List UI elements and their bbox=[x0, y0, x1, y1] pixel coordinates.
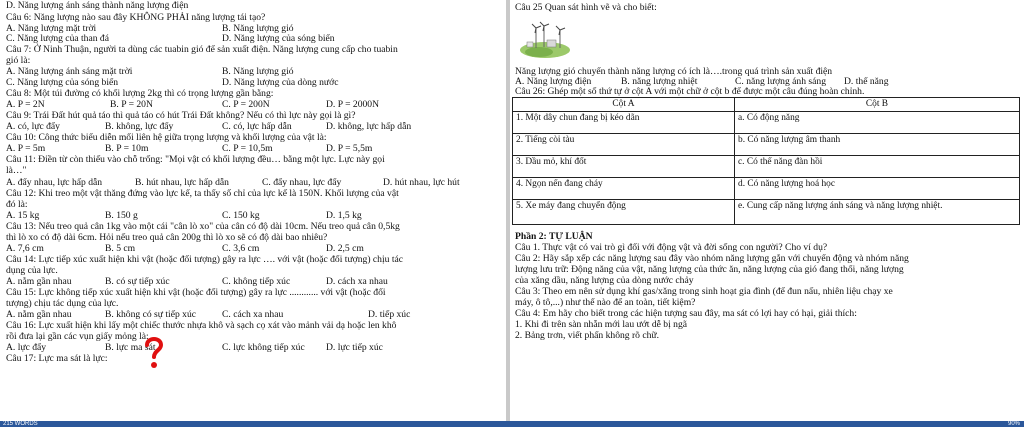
column-a-cell: 3. Dầu mỏ, khí đốt bbox=[513, 155, 735, 177]
list-item: 2. Bảng trơn, viết phấn không rõ chữ. bbox=[515, 330, 660, 341]
option-c: C. lực không tiếp xúc bbox=[222, 342, 305, 353]
option-c: C. Năng lượng của sóng biển bbox=[6, 77, 119, 88]
text-line: D. Năng lượng ánh sáng thành năng lượng điện bbox=[6, 0, 189, 11]
option-a: A. nằm gần nhau bbox=[6, 276, 72, 287]
option-b: B. không có sự tiếp xúc bbox=[105, 309, 197, 320]
essay-question-3: Câu 3: Theo em nên sử dụng khí gas/xăng trong sinh hoạt gia đình (để đun nấu, nhiên liệu chạy xe bbox=[515, 286, 893, 297]
column-a-cell: 2. Tiếng còi tàu bbox=[513, 133, 735, 155]
wind-turbine-landscape-icon bbox=[519, 20, 571, 60]
question-13: Câu 13: Nếu treo quả cân 1kg vào một cái "cân lò xo" của cân có độ dài 10cm. Nếu treo quả cân 0,5kg bbox=[6, 221, 400, 232]
option-c: C. 3,6 cm bbox=[222, 243, 260, 254]
matching-table bbox=[512, 97, 1020, 225]
option-d: D. lực tiếp xúc bbox=[326, 342, 383, 353]
question-9: Câu 9: Trái Đất hút quả táo thì quả táo có hút Trái Đất không? Nếu có thì lực này gọi là gì? bbox=[6, 110, 356, 121]
column-b-cell: b. Có năng lượng âm thanh bbox=[735, 133, 1020, 155]
text-line: là…" bbox=[6, 165, 27, 176]
list-item: 1. Khi đi trên sàn nhẵn mới lau ướt dễ bị ngã bbox=[515, 319, 688, 330]
option-c: C. không tiếp xúc bbox=[222, 276, 291, 287]
option-d: D. cách xa nhau bbox=[326, 276, 388, 287]
option-b: B. P = 10m bbox=[105, 143, 149, 154]
column-a-cell: 1. Một dây chun đang bị kéo dãn bbox=[513, 111, 735, 133]
option-b: B. lực ma sát bbox=[105, 342, 156, 353]
option-a: A. P = 5m bbox=[6, 143, 46, 154]
essay-question-2: Câu 2: Hãy sắp xếp các năng lượng sau đây vào nhóm năng lượng gắn với chuyển động và nhóm năng bbox=[515, 253, 909, 264]
option-b: B. P = 20N bbox=[110, 99, 153, 110]
option-a: A. Năng lượng ánh sáng mặt trời bbox=[6, 66, 133, 77]
question-6: Câu 6: Năng lượng nào sau đây KHÔNG PHẢI năng lượng tái tạo? bbox=[6, 12, 266, 23]
table-row bbox=[513, 177, 1020, 199]
text-line: thì lò xo có độ dài 6cm. Hỏi nếu treo quả cân 200g thì lò xo sẽ có độ dài bao nhiêu? bbox=[6, 232, 328, 243]
option-c: C. 150 kg bbox=[222, 210, 260, 221]
option-b: B. 150 g bbox=[105, 210, 138, 221]
question-26: Câu 26: Ghép một số thứ tự ở cột A với một chữ ở cột b để được một câu đúng hoàn chỉnh. bbox=[515, 86, 865, 97]
column-b-cell: d. Có năng lượng hoá học bbox=[735, 177, 1020, 199]
option-a: A. 7,6 cm bbox=[6, 243, 44, 254]
text-line: rồi đưa lại gần các vụn giấy mỏng là: bbox=[6, 331, 149, 342]
option-b: B. 5 cm bbox=[105, 243, 136, 254]
option-d: D. P = 5,5m bbox=[326, 143, 373, 154]
zoom-level[interactable]: 90% bbox=[1007, 421, 1020, 427]
option-a: A. lực đẩy bbox=[6, 342, 47, 353]
option-c: C. năng lượng ánh sáng bbox=[735, 76, 827, 87]
essay-question-4: Câu 4: Em hãy cho biết trong các hiện tượng sau đây, ma sát có lợi hay có hại, giải thích: bbox=[515, 308, 857, 319]
option-d: D. hút nhau, lực hút bbox=[383, 177, 460, 188]
question-8: Câu 8: Một túi đường có khối lượng 2kg thì có trọng lượng gần bằng: bbox=[6, 88, 274, 99]
option-b: B. năng lượng nhiệt bbox=[621, 76, 698, 87]
text-line: của xăng dầu, năng lượng của dòng nước chảy bbox=[515, 275, 694, 286]
column-a-cell: 4. Ngọn nến đang cháy bbox=[513, 177, 735, 199]
table-row bbox=[513, 199, 1020, 224]
question-17: Câu 17: Lực ma sát là lực: bbox=[6, 353, 108, 364]
column-b-cell: e. Cung cấp năng lượng ánh sáng và năng lượng nhiệt. bbox=[735, 199, 1020, 224]
text-line: tượng) chịu tác dụng của lực. bbox=[6, 298, 119, 309]
table-row bbox=[513, 133, 1020, 155]
option-d: D. P = 2000N bbox=[326, 99, 380, 110]
option-d: D. tiếp xúc bbox=[368, 309, 411, 320]
column-b-header: Cột B bbox=[735, 98, 1020, 112]
text-line: máy, ô tô,...) như thế nào để an toàn, tiết kiệm? bbox=[515, 297, 696, 308]
table-row bbox=[513, 155, 1020, 177]
option-c: C. có, lực hấp dẫn bbox=[222, 121, 292, 132]
option-b: B. Năng lượng gió bbox=[222, 66, 294, 77]
option-d: D. 1,5 kg bbox=[326, 210, 362, 221]
option-d: D. không, lực hấp dẫn bbox=[326, 121, 412, 132]
question-12: Câu 12: Khi treo một vật thăng đứng vào lực kế, ta thấy số chỉ của lực kế là 150N. Khối lượng của vật bbox=[6, 188, 399, 199]
option-c: C. đẩy nhau, lực đẩy bbox=[262, 177, 342, 188]
option-d: D. 2,5 cm bbox=[326, 243, 364, 254]
option-a: A. nằm gần nhau bbox=[6, 309, 72, 320]
question-16: Câu 16: Lực xuất hiện khi lấy một chiếc thước nhựa khô và sạch cọ xát vào mảnh vải dạ hoặc len khô bbox=[6, 320, 397, 331]
option-c: C. cách xa nhau bbox=[222, 309, 284, 320]
option-a: A. có, lực đẩy bbox=[6, 121, 60, 132]
text-line: gió là: bbox=[6, 55, 31, 66]
option-d: D. Năng lượng của sóng biển bbox=[222, 33, 335, 44]
text-line: dụng của lực. bbox=[6, 265, 58, 276]
option-a: A. đẩy nhau, lực hấp dẫn bbox=[6, 177, 103, 188]
option-c: C. Năng lượng của than đá bbox=[6, 33, 109, 44]
option-b: B. Năng lượng gió bbox=[222, 23, 294, 34]
table-header-row bbox=[513, 98, 1020, 112]
column-a-header: Cột A bbox=[513, 98, 735, 112]
text-line: lượng lưu trữ: Động năng của vật, năng lượng của thức ăn, năng lượng của gió đang thổi, năng lượng bbox=[515, 264, 904, 275]
question-14: Câu 14: Lực tiếp xúc xuất hiện khi vật (hoặc đối tượng) gây ra lực …. với vật (hoặc đối tượng) chịu tác bbox=[6, 254, 404, 265]
question-10: Câu 10: Công thức biểu diễn mối liên hệ giữa trọng lượng và khối lượng của vật là: bbox=[6, 132, 327, 143]
option-d: D. Năng lượng của dòng nước bbox=[222, 77, 339, 88]
option-b: B. có sự tiếp xúc bbox=[105, 276, 170, 287]
option-c: C. P = 10,5m bbox=[222, 143, 273, 154]
essay-question-1: Câu 1. Thực vật có vai trò gì đối với động vật và đời sống con người? Cho ví dụ? bbox=[515, 242, 828, 253]
table-row bbox=[513, 111, 1020, 133]
question-15: Câu 15: Lực không tiếp xúc xuất hiện khi vật (hoặc đối tượng) gây ra lực ............ với vật (hoặc đối bbox=[6, 287, 386, 298]
section-heading: Phần 2: TỰ LUẬN bbox=[515, 231, 593, 242]
option-a: A. Năng lượng mặt trời bbox=[6, 23, 97, 34]
document-page-left bbox=[0, 0, 506, 421]
word-count[interactable]: 215 WORDS bbox=[3, 421, 38, 427]
document-page-right bbox=[510, 0, 1024, 421]
option-a: A. 15 kg bbox=[6, 210, 40, 221]
question-11: Câu 11: Điền từ còn thiếu vào chỗ trống: "Mọi vật có khối lượng đều… bằng một lực. Lực này gọi bbox=[6, 154, 385, 165]
status-bar bbox=[0, 421, 1024, 427]
option-b: B. hút nhau, lực hấp dẫn bbox=[135, 177, 229, 188]
option-c: C. P = 200N bbox=[222, 99, 270, 110]
column-b-cell: c. Có thế năng đàn hồi bbox=[735, 155, 1020, 177]
red-question-mark-icon bbox=[142, 335, 166, 371]
column-b-cell: a. Có động năng bbox=[735, 111, 1020, 133]
text-line: đó là: bbox=[6, 199, 28, 210]
question-7: Câu 7: Ở Ninh Thuận, người ta dùng các tuabin gió để sản xuất điện. Năng lượng cung cấp cho tuabin bbox=[6, 44, 398, 55]
option-a: A. P = 2N bbox=[6, 99, 45, 110]
option-a: A. Năng lượng điện bbox=[515, 76, 592, 87]
text-line: Năng lượng gió chuyển thành năng lượng có ích là….trong quá trình sản xuất điện bbox=[515, 66, 833, 77]
option-d: D. thế năng bbox=[844, 76, 889, 87]
option-b: B. không, lực đẩy bbox=[105, 121, 174, 132]
column-a-cell: 5. Xe máy đang chuyển động bbox=[513, 199, 735, 224]
question-25: Câu 25 Quan sát hình vẽ và cho biết: bbox=[515, 2, 657, 13]
